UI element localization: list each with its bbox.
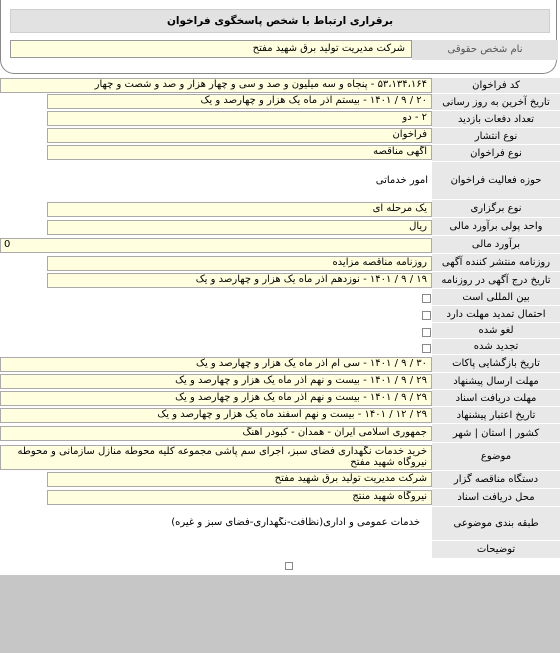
newspaper-date-label: تاریخ درج آگهی در روزنامه <box>432 272 560 289</box>
renewed-label: تجدید شده <box>432 339 560 355</box>
docs-location-label: محل دریافت اسناد <box>432 489 560 507</box>
visit-count-label: تعداد دفعات بازدید <box>432 111 560 128</box>
row-subject <box>0 443 560 471</box>
row-renewed <box>0 339 560 355</box>
extension-label: احتمال تمدید مهلت دارد <box>432 306 560 323</box>
last-update-value: ۲۰ / ۹ / ۱۴۰۱ - بیستم آذر ماه یک هزار و چهارصد و یک <box>47 94 432 109</box>
row-currency <box>0 218 560 236</box>
opening-date-label: تاریخ بازگشایی پاکات <box>432 355 560 373</box>
activity-field-value: امور خدماتی <box>375 175 428 186</box>
tender-type-value: آگهی مناقصه <box>47 145 432 160</box>
row-submit-deadline <box>0 373 560 390</box>
estimate-label: برآورد مالی <box>432 236 560 254</box>
newspaper-date-value: ۱۹ / ۹ / ۱۴۰۱ - نوزدهم آذر ماه یک هزار و چهارصد و یک <box>47 273 432 288</box>
row-location <box>0 424 560 443</box>
currency-label: واحد پولی برآورد مالی <box>432 218 560 236</box>
tender-code-value: ۵۳،۱۳۴،۱۶۴ - پنجاه و سه میلیون و صد و سی و چهار هزار و صد و شصت و چهار <box>0 78 432 93</box>
row-docs-location <box>0 489 560 507</box>
validity-date-label: تاریخ اعتبار پیشنهاد <box>432 407 560 424</box>
cancelled-label: لغو شده <box>432 323 560 339</box>
newspaper-label: روزنامه منتشر کننده آگهی <box>432 254 560 272</box>
last-update-label: تاریخ آخرین به روز رسانی <box>432 94 560 111</box>
page-footer <box>0 575 560 653</box>
currency-value: ریال <box>47 220 432 235</box>
row-newspaper-date <box>0 272 560 289</box>
validity-date-value: ۲۹ / ۱۲ / ۱۴۰۱ - بیست و نهم اسفند ماه یک هزار و چهارصد و یک <box>0 408 432 423</box>
publish-type-value: فراخوان <box>47 128 432 143</box>
location-label: کشور | استان | شهر <box>432 424 560 443</box>
international-checkbox[interactable] <box>422 294 431 303</box>
submit-deadline-label: مهلت ارسال پیشنهاد <box>432 373 560 390</box>
row-tender-code <box>0 78 560 94</box>
legal-person-field[interactable]: شرکت مدیریت تولید برق شهید مفتح <box>10 40 412 58</box>
row-holding-type <box>0 200 560 218</box>
row-opening-date <box>0 355 560 373</box>
description-label: توضیحات <box>432 541 560 559</box>
footer-checkbox[interactable] <box>285 562 293 570</box>
row-validity-date <box>0 407 560 424</box>
holding-type-value: یک مرحله ای <box>47 202 432 217</box>
classification-value: خدمات عمومی و اداری(نظافت-نگهداری-فضای سبز و غیره) <box>171 517 420 528</box>
row-classification <box>0 507 560 541</box>
estimate-value: 0 <box>0 238 432 253</box>
row-docs-deadline <box>0 390 560 407</box>
row-organizer <box>0 471 560 489</box>
row-newspaper <box>0 254 560 272</box>
publish-type-label: نوع انتشار <box>432 128 560 145</box>
legal-person-label: نام شخص حقوقی <box>412 40 558 60</box>
extension-checkbox[interactable] <box>422 311 431 320</box>
contact-panel <box>0 0 557 74</box>
docs-deadline-value: ۲۹ / ۹ / ۱۴۰۱ - بیست و نهم آذر ماه یک هزار و چهارصد و یک <box>0 391 432 406</box>
newspaper-value: روزنامه مناقصه مزایده <box>47 256 432 271</box>
legal-person-row <box>10 40 558 60</box>
opening-date-value: ۳۰ / ۹ / ۱۴۰۱ - سی ام آذر ماه یک هزار و چهارصد و یک <box>0 357 432 372</box>
row-activity-field <box>0 162 560 200</box>
holding-type-label: نوع برگزاری <box>432 200 560 218</box>
row-extension <box>0 306 560 323</box>
row-tender-type <box>0 145 560 162</box>
row-last-update <box>0 94 560 111</box>
classification-label: طبقه بندی موضوعی <box>432 507 560 541</box>
cancelled-checkbox[interactable] <box>422 328 431 337</box>
tender-code-label: کد فراخوان <box>432 78 560 94</box>
row-visit-count <box>0 111 560 128</box>
submit-deadline-value: ۲۹ / ۹ / ۱۴۰۱ - بیست و نهم آذر ماه یک هزار و چهارصد و یک <box>0 374 432 389</box>
location-value: جمهوری اسلامی ایران - همدان - کبودر آهنگ <box>0 426 432 441</box>
tender-type-label: نوع فراخوان <box>432 145 560 162</box>
activity-field-label: حوزه فعالیت فراخوان <box>432 162 560 200</box>
organizer-label: دستگاه مناقصه گزار <box>432 471 560 489</box>
subject-label: موضوع <box>432 443 560 471</box>
docs-location-value: نیروگاه شهید منتج <box>47 490 432 505</box>
docs-deadline-label: مهلت دریافت اسناد <box>432 390 560 407</box>
international-label: بین المللی است <box>432 289 560 306</box>
row-estimate <box>0 236 560 254</box>
contact-header[interactable]: برقراری ارتباط با شخص پاسخگوی فراخوان <box>10 9 550 33</box>
row-international <box>0 289 560 306</box>
visit-count-value: ۲ - دو <box>47 111 432 126</box>
organizer-value: شرکت مدیریت تولید برق شهید مفتح <box>47 472 432 487</box>
row-cancelled <box>0 323 560 339</box>
subject-value: خرید خدمات نگهداری فضای سبز، اجرای سم پاشی مجموعه کلیه محوطه منازل سازمانی و محوطه نیروگاه شهید مفتح <box>0 445 432 470</box>
row-publish-type <box>0 128 560 145</box>
renewed-checkbox[interactable] <box>422 344 431 353</box>
row-description <box>0 541 560 559</box>
